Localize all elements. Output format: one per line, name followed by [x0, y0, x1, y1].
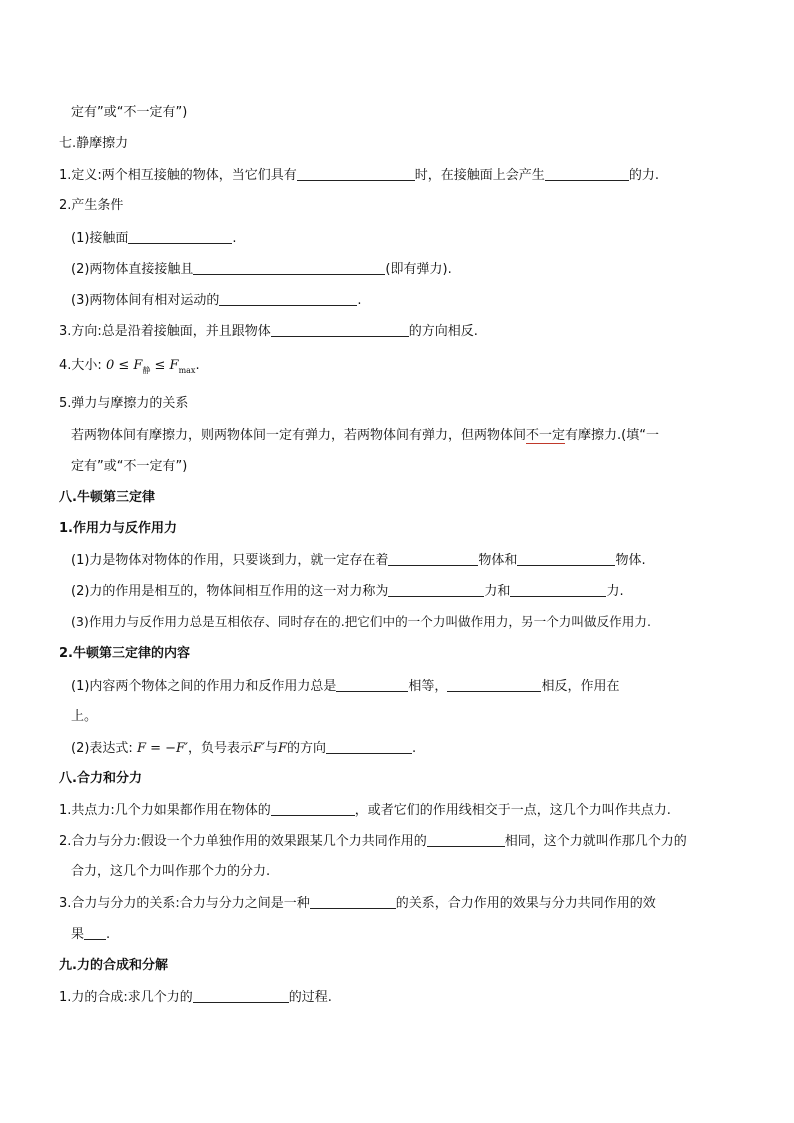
blank-line: [517, 551, 615, 566]
subsection-heading: 1.作用力与反作用力: [59, 521, 177, 536]
text: 力.: [606, 584, 624, 599]
blank-line: [271, 801, 355, 816]
text: .: [232, 231, 237, 246]
text-line: [71, 677, 619, 696]
text: 果: [71, 927, 85, 942]
text: 物体和: [478, 553, 518, 568]
text: (1)接触面: [71, 231, 129, 246]
blank-line: [219, 291, 357, 306]
text: 4.大小:: [59, 358, 102, 373]
section-heading: 九.力的合成和分解: [59, 958, 168, 973]
text-line: 定有”或“不一定有”): [71, 105, 188, 120]
formula-subscript: max: [178, 366, 196, 375]
text: ，或者它们的作用线相交于一点，这几个力叫作共点力.: [354, 803, 671, 818]
text-line: [59, 801, 671, 820]
blank-line: [310, 894, 396, 909]
text-line: [71, 582, 624, 601]
blank-line: [510, 582, 606, 597]
blank-line: [447, 677, 541, 692]
text-line: 2.产生条件: [59, 198, 124, 213]
text-line: [59, 357, 200, 380]
text: .: [195, 358, 200, 373]
text: 的关系，合力作用的效果与分力共同作用的效: [395, 896, 656, 911]
text: 力和: [484, 584, 511, 599]
text-line: [59, 894, 656, 913]
formula: F: [278, 741, 288, 756]
text-line: [71, 739, 416, 758]
text-line: 上。: [71, 709, 98, 724]
text: .: [412, 741, 417, 756]
text: (2)力的作用是相互的，物体间相互作用的这一对力称为: [71, 584, 389, 599]
text: .: [357, 293, 362, 308]
text-line: [71, 925, 110, 944]
text: 的力.: [628, 168, 659, 183]
text-line: [71, 291, 362, 310]
formula-part: 0 ≤ F: [105, 358, 143, 373]
formula-subscript: 静: [142, 366, 151, 375]
text-line: [59, 322, 478, 341]
text-line: [71, 229, 237, 248]
text: 有摩擦力.(填“一: [565, 428, 659, 443]
text-line: [71, 427, 659, 445]
text: 时，在接触面上会产生: [414, 168, 545, 183]
section-heading: 七.静摩擦力: [59, 136, 129, 151]
text-line: [71, 551, 646, 570]
blank-line: [336, 677, 408, 692]
text: .: [106, 927, 111, 942]
subsection-heading: 2.牛顿第三定律的内容: [59, 646, 190, 661]
text: 3.方向:总是沿着接触面，并且跟物体: [59, 324, 271, 339]
formula: [106, 358, 196, 373]
text: ，负号表示: [187, 741, 253, 756]
formula: F = −F′: [136, 741, 188, 756]
text: (1)内容两个物体之间的作用力和反作用力总是: [71, 679, 337, 694]
text-line: 5.弹力与摩擦力的关系: [59, 396, 189, 411]
blank-line: [84, 925, 106, 940]
text: 2.合力与分力:假设一个力单独作用的效果跟某几个力共同作用的: [59, 834, 427, 849]
text: 3.合力与分力的关系:合力与分力之间是一种: [59, 896, 310, 911]
text: (1)力是物体对物体的作用，只要谈到力，就一定存在着: [71, 553, 389, 568]
blank-line: [388, 582, 484, 597]
blank-line: [271, 322, 409, 337]
answer-text: 不一定: [526, 428, 566, 443]
text: 1.定义:两个相互接触的物体，当它们具有: [59, 168, 297, 183]
text-line: [71, 260, 452, 279]
text: 1.共点力:几个力如果都作用在物体的: [59, 803, 271, 818]
text: 的方向相反.: [408, 324, 478, 339]
section-heading: 八.合力和分力: [59, 771, 142, 786]
text: (2)两物体直接接触且: [71, 262, 194, 277]
blank-line: [193, 988, 289, 1003]
formula: F′: [253, 741, 265, 756]
text: 物体.: [615, 553, 646, 568]
text: 若两物体间有摩擦力，则两物体间一定有弹力，若两物体间有弹力，但两物体间: [71, 428, 527, 443]
text-line: (3)作用力与反作用力总是互相依存、同时存在的.把它们中的一个力叫做作用力，另一个力叫做反作用力.: [71, 614, 651, 629]
text: (3)两物体间有相对运动的: [71, 293, 220, 308]
text: 相反，作用在: [541, 679, 620, 694]
text-line: [59, 166, 659, 185]
formula-part: ≤ F: [150, 358, 179, 373]
text: (2)表达式:: [71, 741, 133, 756]
text: (即有弹力).: [385, 262, 452, 277]
blank-line: [297, 166, 415, 181]
text-line: 合力，这几个力叫作那个力的分力.: [71, 864, 271, 879]
blank-line: [427, 832, 505, 847]
blank-line: [388, 551, 478, 566]
section-heading: 八.牛顿第三定律: [59, 490, 155, 505]
text: 相等，: [408, 679, 448, 694]
text: 的过程.: [288, 990, 332, 1005]
text-line: [59, 832, 687, 851]
blank-line: [128, 229, 232, 244]
blank-line: [193, 260, 385, 275]
text: 的方向: [287, 741, 327, 756]
text: 1.力的合成:求几个力的: [59, 990, 193, 1005]
blank-line: [545, 166, 629, 181]
text-line: 定有”或“不一定有”): [71, 459, 188, 474]
text: 相同，这个力就叫作那几个力的: [504, 834, 687, 849]
blank-line: [326, 739, 412, 754]
text: 与: [264, 741, 278, 756]
text-line: [59, 988, 332, 1007]
